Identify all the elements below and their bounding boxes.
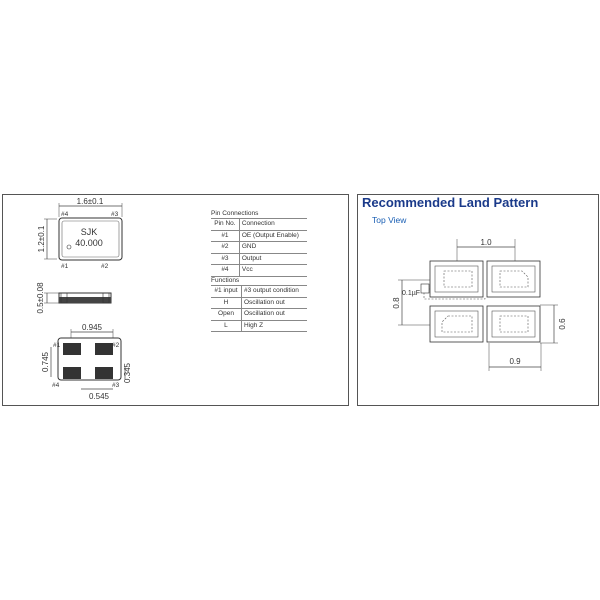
functions-header-2: #3 output condition	[241, 286, 307, 298]
land-pattern-panel	[357, 194, 599, 406]
pin-connection: GND	[239, 242, 307, 254]
package-drawing-panel	[2, 194, 349, 406]
dim-right: 0.6	[558, 318, 567, 330]
function-input: H	[211, 297, 241, 309]
function-output: High Z	[241, 320, 307, 332]
bottom-pitch-x: 0.945	[81, 323, 103, 332]
functions-caption: Functions	[211, 277, 240, 284]
pin-connection: OE (Output Enable)	[239, 230, 307, 242]
side-thickness-dim: 0.5±0.08	[36, 282, 45, 314]
pin-connection: Output	[239, 253, 307, 265]
table-row	[211, 230, 307, 242]
land-pattern-drawing	[358, 195, 598, 405]
bottom-pin-bl: #4	[52, 382, 60, 389]
pin-number: #4	[211, 265, 239, 277]
top-pin-tr: #3	[111, 211, 119, 218]
bottom-view	[41, 323, 132, 401]
table-row	[211, 320, 307, 332]
top-pin-br: #2	[101, 263, 109, 270]
table-row	[211, 253, 307, 265]
top-width-dim: 1.6±0.1	[76, 197, 104, 206]
bottom-pad-w: 0.545	[88, 392, 110, 401]
dim-bottom: 0.9	[509, 357, 521, 366]
pin-header-2: Connection	[239, 219, 307, 231]
functions-header-1: #1 input	[211, 286, 241, 298]
pin-connections-caption: Pin Connections	[211, 210, 259, 217]
bottom-pitch-y: 0.745	[41, 351, 50, 373]
table-row	[211, 309, 307, 321]
cap-label: 0.1µF	[402, 290, 421, 297]
dim-left: 0.8	[392, 297, 401, 309]
side-view	[36, 282, 111, 314]
bottom-pin-tl: #1	[53, 342, 61, 349]
dim-top: 1.0	[480, 238, 492, 247]
function-input: L	[211, 320, 241, 332]
pin-number: #2	[211, 242, 239, 254]
table-row	[211, 242, 307, 254]
pin-number: #1	[211, 230, 239, 242]
top-pin-tl: #4	[61, 211, 69, 218]
function-output: Oscillation out	[241, 309, 307, 321]
marking-line2: 40.000	[75, 238, 103, 248]
land-pattern-title: Recommended Land Pattern	[362, 195, 539, 210]
table-row	[211, 265, 307, 277]
top-height-dim: 1.2±0.1	[37, 225, 46, 253]
bottom-pin-tr: #2	[112, 342, 120, 349]
pin-header-1: Pin No.	[211, 219, 239, 231]
bottom-pad-h: 0.345	[123, 362, 132, 384]
marking-line1: SJK	[80, 227, 98, 237]
table-row	[211, 297, 307, 309]
land-pattern-subtitle: Top View	[372, 215, 407, 225]
capacitor-icon	[421, 284, 429, 293]
function-output: Oscillation out	[241, 297, 307, 309]
function-input: Open	[211, 309, 241, 321]
pin-connection: Vcc	[239, 265, 307, 277]
top-view	[37, 197, 122, 270]
top-pin-bl: #1	[61, 263, 69, 270]
pin-number: #3	[211, 253, 239, 265]
bottom-pin-br: #3	[112, 382, 120, 389]
